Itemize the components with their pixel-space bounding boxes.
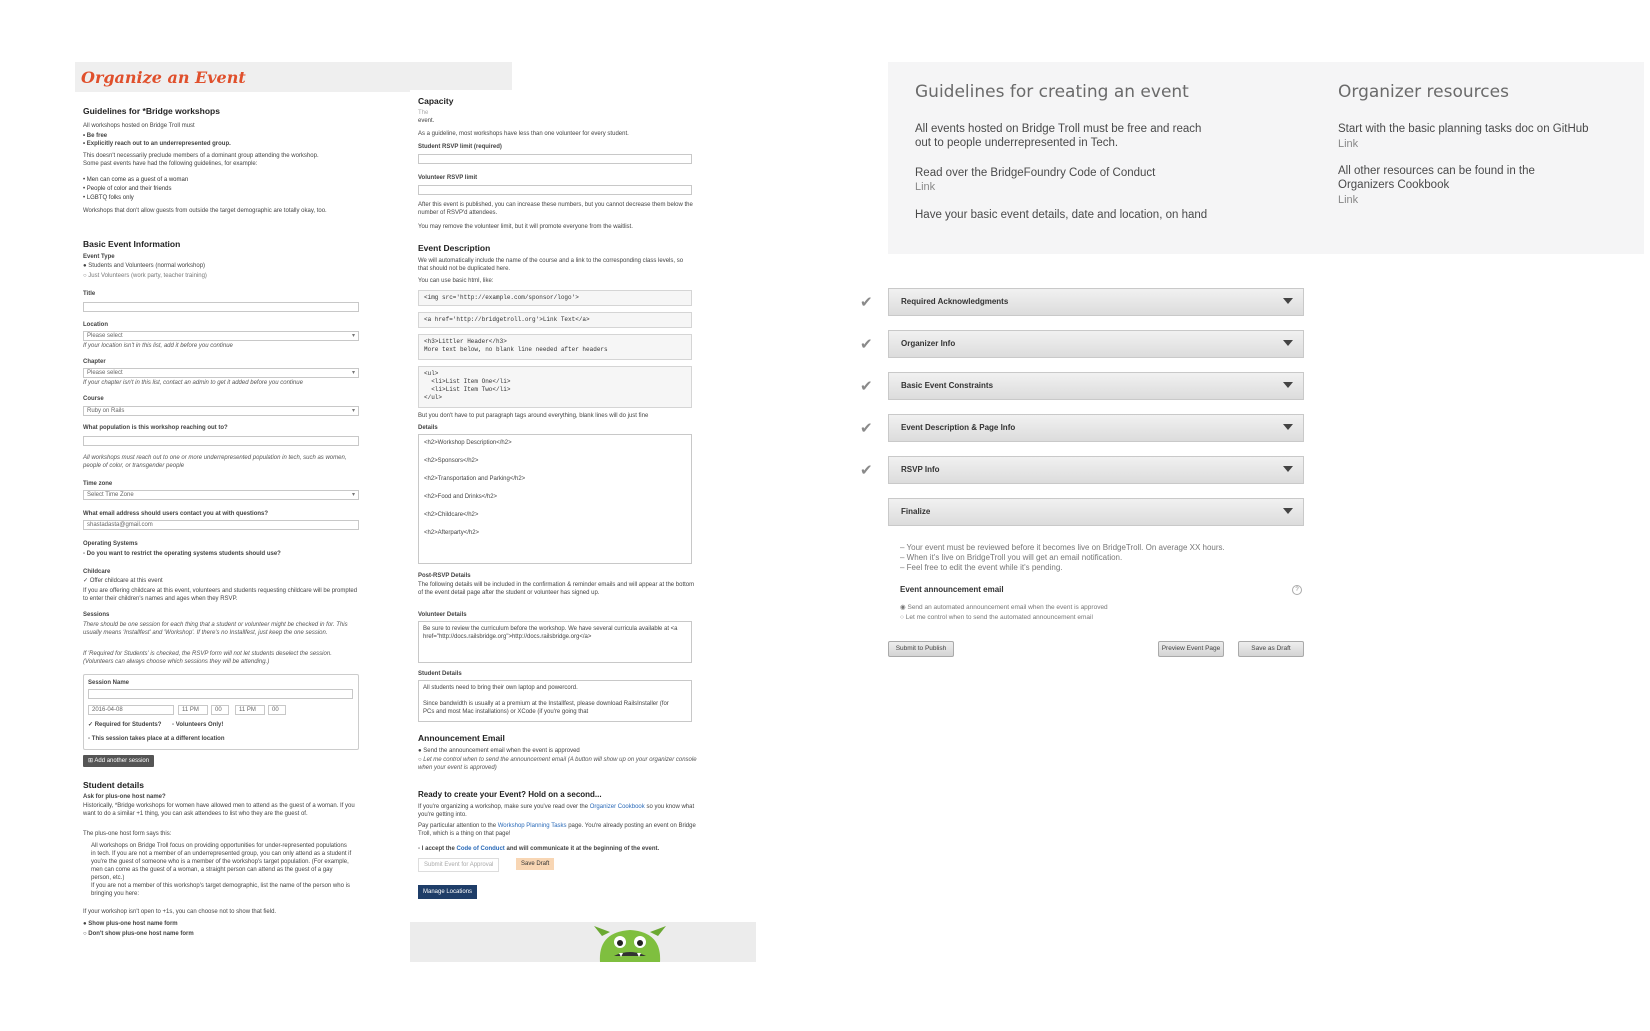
add-session-button[interactable]: ⊞ Add another session xyxy=(83,755,154,767)
volunteer-limit-label: Volunteer RSVP limit xyxy=(418,175,478,181)
finalize-note-2: – When it's live on BridgeTroll you will get an email notification. xyxy=(900,553,1123,562)
organize-form-column-2 xyxy=(410,90,756,962)
guidelines-intro: All workshops hosted on Bridge Troll must xyxy=(83,123,195,129)
childcare-label: Childcare xyxy=(83,569,111,575)
details-line: <h2>Transportation and Parking</h2> xyxy=(424,476,526,482)
volunteer-details-label: Volunteer Details xyxy=(418,612,467,618)
event-type-label: Event Type xyxy=(83,254,115,260)
code-sample-img: <img src='http://example.com/sponsor/logo'> xyxy=(418,290,692,306)
student-details-textarea[interactable]: All students need to bring their own laptop and powercord. Since bandwidth is usually at a premium at the Installfest, please download RailsInstaller (for PCs and most Mac installations) or XCode (if you're going that xyxy=(418,680,692,722)
plus-icon: ⊞ xyxy=(88,758,94,764)
session-name-label: Session Name xyxy=(88,680,130,686)
cookbook-link[interactable]: Link xyxy=(1338,194,1359,206)
details-line: <h2>Childcare</h2> xyxy=(424,512,479,518)
capacity-fragment-2: event. xyxy=(418,118,435,124)
details-line: <h2>Sponsors</h2> xyxy=(424,458,479,464)
submit-to-publish-button[interactable]: Submit to Publish xyxy=(888,641,954,657)
chapter-select[interactable]: Please select ▾ xyxy=(83,368,359,378)
remove-note: You may remove the volunteer limit, but it will promote everyone from the waitlist. xyxy=(418,224,633,230)
sessions-help: There should be one session for each thing that a student or volunteer might be checked in for. This usually means 'Installfest' and 'Workshop'. If there's no Installfest, just keep the one session. xyxy=(83,622,348,636)
must-item-reach: • Explicitly reach out to an underrepresented group. xyxy=(83,141,231,147)
dont-show-form-radio[interactable]: ○ Don't show plus-one host name form xyxy=(83,931,194,937)
required-checkbox[interactable]: ✓ Required for Students? xyxy=(88,722,162,728)
title-label: Title xyxy=(83,291,96,297)
chevron-down-icon xyxy=(1283,424,1293,430)
event-type-option[interactable]: ○ Just Volunteers (work party, teacher training) xyxy=(83,273,207,279)
chevron-down-icon xyxy=(1283,382,1293,388)
plus-one-help: Historically, *Bridge workshops for women have allowed men to attend as the guest of a woman. If you want to do a similar +1 thing, you can ask attendees to list who they are the guest of. xyxy=(83,803,355,817)
section-label: RSVP Info xyxy=(901,465,940,474)
os-checkbox[interactable]: ▫ Do you want to restrict the operating systems students should use? xyxy=(83,551,281,557)
session-name-input[interactable] xyxy=(88,689,353,699)
details-line: <h2>Afterparty</h2> xyxy=(424,530,480,536)
announce-auto-radio[interactable]: ◉ Send an automated announcement email when the event is approved xyxy=(900,604,1108,611)
not-open-text: If your workshop isn't open to +1s, you can choose not to show that field. xyxy=(83,909,277,915)
section-rsvp-info[interactable] xyxy=(888,456,1304,484)
accept-coc-checkbox[interactable]: ▫ I accept the Code of Conduct and will communicate it at the beginning of the event. xyxy=(418,846,660,852)
course-label: Course xyxy=(83,396,104,402)
end-hour-select[interactable]: 11 PM xyxy=(235,705,265,715)
os-label: Operating Systems xyxy=(83,541,138,547)
start-hour-select[interactable]: 11 PM xyxy=(178,705,208,715)
example-item: • People of color and their friends xyxy=(83,186,172,192)
capacity-title: Capacity xyxy=(418,96,454,106)
capacity-fragment: The xyxy=(418,110,429,116)
details-label: Details xyxy=(418,425,438,431)
student-details-title: Student details xyxy=(83,780,144,790)
chevron-down-icon xyxy=(1283,508,1293,514)
location-label: Location xyxy=(83,322,108,328)
childcare-checkbox[interactable]: ✓ Offer childcare at this event xyxy=(83,578,163,584)
dominant-text: This doesn't necessarily preclude members of a dominant group attending the workshop. Some past events have had the following guidelines, for example: xyxy=(83,153,319,167)
section-label: Basic Event Constraints xyxy=(901,381,994,390)
plus-one-label: Ask for plus-one host name? xyxy=(83,794,166,800)
section-finalize[interactable] xyxy=(888,498,1304,526)
location-select[interactable]: Please select ▾ xyxy=(83,331,359,341)
footer-band xyxy=(410,922,756,962)
timezone-select[interactable]: Select Time Zone ▾ xyxy=(83,490,359,500)
resource-cookbook: All other resources can be found in the Organizers Cookbook xyxy=(1338,165,1535,191)
guideline-details: Have your basic event details, date and location, on hand xyxy=(915,209,1208,221)
save-draft-button[interactable]: Save Draft xyxy=(516,858,554,870)
announce-radio-2[interactable]: ○ Let me control when to send the announcement email (A button will show up on your organizer console when your event is approved) xyxy=(418,757,697,771)
chapter-label: Chapter xyxy=(83,359,106,365)
code-sample-list: <ul> <li>List Item One</li> <li>List Item Two</li> </ul> xyxy=(418,366,692,408)
description-help: We will automatically include the name of the course and a link to the corresponding class levels, so that should not be duplicated here. xyxy=(418,258,684,272)
student-limit-input[interactable] xyxy=(418,154,692,164)
chevron-down-icon xyxy=(1283,298,1293,304)
announcement-email-title: Event announcement email xyxy=(900,585,1004,594)
session-date-input[interactable]: 2016-04-08 xyxy=(88,705,174,715)
finalize-note-1: – Your event must be reviewed before it becomes live on BridgeTroll. On average XX hours. xyxy=(900,543,1225,552)
guests-text: Workshops that don't allow guests from outside the target demographic are totally okay, too. xyxy=(83,208,327,214)
must-item-free: • Be free xyxy=(83,133,108,139)
post-rsvp-label: Post-RSVP Details xyxy=(418,573,471,579)
code-sample-link: <a href='http://bridgetroll.org'>Link Text</a> xyxy=(418,312,692,328)
sessions-label: Sessions xyxy=(83,612,110,618)
section-label: Finalize xyxy=(901,507,931,516)
manage-locations-button[interactable]: Manage Locations xyxy=(418,885,477,899)
details-textarea[interactable] xyxy=(418,434,692,564)
coc-link[interactable]: Link xyxy=(915,181,936,193)
show-form-radio[interactable]: ● Show plus-one host name form xyxy=(83,921,178,927)
course-select[interactable]: Ruby on Rails ▾ xyxy=(83,406,359,416)
troll-mascot-icon xyxy=(590,922,670,962)
resources-heading: Organizer resources xyxy=(1338,82,1509,102)
ready-text-2: Pay particular attention to the Workshop Planning Tasks page. You're already posting an event on Bridge Troll, which is a thing on that page! xyxy=(418,823,696,837)
event-type-option[interactable]: ● Students and Volunteers (normal workshop) xyxy=(83,263,206,269)
preview-event-page-button[interactable]: Preview Event Page xyxy=(1158,641,1224,657)
section-label: Event Description & Page Info xyxy=(901,423,1016,432)
diff-location-checkbox[interactable]: ▫ This session takes place at a different location xyxy=(88,736,225,742)
title-input[interactable] xyxy=(83,302,359,312)
coc-link[interactable]: Code of Conduct xyxy=(456,846,505,852)
details-line: <h2>Workshop Description</h2> xyxy=(424,440,512,446)
childcare-help: If you are offering childcare at this event, volunteers and students requesting childcare will be prompted to enter their children's names and ages when they RSVP. xyxy=(83,588,358,602)
capacity-guideline: As a guideline, most workshops have less than one volunteer for every student. xyxy=(418,131,629,137)
chevron-down-icon xyxy=(1283,340,1293,346)
guideline-coc: Read over the BridgeFoundry Code of Conduct xyxy=(915,167,1156,179)
timezone-label: Time zone xyxy=(83,481,113,487)
after-publish-text: After this event is published, you can increase these numbers, but you cannot decrease them below the number of RSVP'd attendees. xyxy=(418,202,693,216)
check-icon: ✔ xyxy=(860,336,873,353)
guidelines-title: Guidelines for *Bridge workshops xyxy=(83,106,220,116)
ready-text-1: If you're organizing a workshop, make sure you've read over the Organizer Cookbook so you know what you're getting into. xyxy=(418,804,695,818)
section-required-acknowledgments[interactable] xyxy=(888,288,1304,316)
organizer-cookbook-link[interactable]: Organizer Cookbook xyxy=(589,804,645,810)
submit-approval-button[interactable]: Submit Event for Approval xyxy=(418,858,499,872)
host-form-says: The plus-one host form says this: xyxy=(83,831,172,837)
session-box xyxy=(83,674,359,750)
volunteer-details-textarea[interactable]: Be sure to review the curriculum before the workshop. We have several curricula available at <a href="http://docs.railsbridge.org">http://docs.railsbridge.org</a> xyxy=(418,621,692,663)
description-title: Event Description xyxy=(418,243,491,253)
check-icon: ✔ xyxy=(860,294,873,311)
announce-manual-radio[interactable]: ○ Let me control when to send the automated announcement email xyxy=(900,614,1093,621)
post-rsvp-help: The following details will be included in the confirmation & reminder emails and will appear at the bottom of the event detail page after the student or volunteer has signed up. xyxy=(418,582,695,596)
basic-info-title: Basic Event Information xyxy=(83,239,181,249)
ready-title: Ready to create your Event? Hold on a second... xyxy=(418,790,602,799)
check-icon: ✔ xyxy=(860,420,873,437)
host-form-quote-2: If you are not a member of this workshop's target demographic, list the name of the person who is bringing you here: xyxy=(91,883,350,897)
chapter-help: If your chapter isn't in this list, contact an admin to get it added before you continue xyxy=(83,380,303,386)
volunteer-limit-input[interactable] xyxy=(418,185,692,195)
example-item: • Men can come as a guest of a woman xyxy=(83,177,189,183)
host-form-quote-1: All workshops on Bridge Troll focus on providing opportunities for under-represented populations in tech. If you are not a member of an underrepresented group, you can only attend as a student if you're the guest of someone who is a member of the workshop's target population. (For example, men can come as the guest of a woman, a straight person can attend as the guest of a gay person, etc.) xyxy=(91,843,352,881)
population-input[interactable] xyxy=(83,436,359,446)
end-min-select[interactable]: 00 xyxy=(268,705,286,715)
volunteers-only-checkbox[interactable]: ▫ Volunteers Only! xyxy=(172,722,224,728)
section-label: Required Acknowledgments xyxy=(901,297,1009,306)
chevron-down-icon xyxy=(1283,466,1293,472)
planning-tasks-link[interactable]: Workshop Planning Tasks xyxy=(497,823,567,829)
section-basic-event-constraints[interactable] xyxy=(888,372,1304,400)
section-event-description[interactable] xyxy=(888,414,1304,442)
check-icon: ✔ xyxy=(860,378,873,395)
guidelines-heading: Guidelines for creating an event xyxy=(915,82,1189,102)
section-label: Organizer Info xyxy=(901,339,956,348)
location-help: If your location isn't in this list, add it before you continue xyxy=(83,343,233,349)
sessions-help-2: If 'Required for Students' is checked, the RSVP form will not let students deselect the session. (Volunteers can always choose which sessions they will be attending.) xyxy=(83,651,332,665)
student-limit-label: Student RSVP limit (required) xyxy=(418,144,502,150)
example-item: • LGBTQ folks only xyxy=(83,195,134,201)
help-icon[interactable]: ? xyxy=(1292,585,1302,595)
announce-radio-1[interactable]: ● Send the announcement email when the event is approved xyxy=(418,748,580,754)
population-help: All workshops must reach out to one or more underrepresented population in tech, such as women, people of color, or transgender people xyxy=(83,455,347,469)
check-icon: ✔ xyxy=(860,462,873,479)
basic-html-text: You can use basic html, like: xyxy=(418,278,494,284)
section-organizer-info[interactable] xyxy=(888,330,1304,358)
guidelines-panel xyxy=(888,62,1644,254)
email-input[interactable]: shastadasta@gmail.com xyxy=(83,520,359,530)
brand-title: Organize an Event xyxy=(81,68,246,87)
no-p-tags-text: But you don't have to put paragraph tags around everything, blank lines will do just fine xyxy=(418,413,649,419)
student-details-label: Student Details xyxy=(418,671,462,677)
finalize-note-3: – Feel free to edit the event while it's pending. xyxy=(900,563,1063,572)
resource-github: Start with the basic planning tasks doc on GitHub xyxy=(1338,123,1589,135)
start-min-select[interactable]: 00 xyxy=(211,705,229,715)
save-as-draft-button[interactable]: Save as Draft xyxy=(1238,641,1304,657)
details-line: <h2>Food and Drinks</h2> xyxy=(424,494,498,500)
guideline-free: All events hosted on Bridge Troll must be free and reach out to people underrepresented in Tech. xyxy=(915,123,1202,149)
email-label: What email address should users contact you at with questions? xyxy=(83,511,269,517)
code-sample-header: <h3>Littler Header</h3> More text below, no blank line needed after headers xyxy=(418,334,692,360)
announcement-title: Announcement Email xyxy=(418,733,505,743)
population-label: What population is this workshop reaching out to? xyxy=(83,425,228,431)
github-link[interactable]: Link xyxy=(1338,138,1359,150)
